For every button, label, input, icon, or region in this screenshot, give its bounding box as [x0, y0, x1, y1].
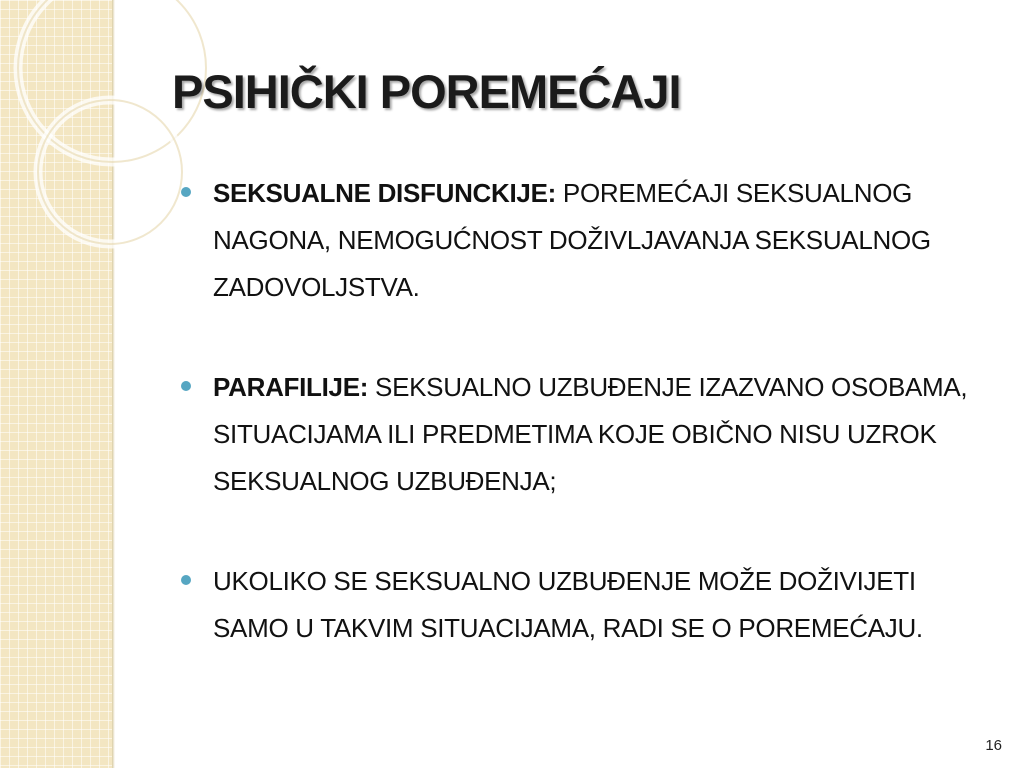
bullet-text: POREMEĆAJI SEKSUALNOG NAGONA, NEMOGUĆNOST DOŽIVLJAVANJA SEKSUALNOG ZADOVOLJSTVA.	[213, 178, 931, 302]
bullet-term: SEKSUALNE DISFUNCKIJE:	[213, 178, 556, 208]
bullet-dot-icon	[181, 187, 191, 197]
bullet-item-sexual-dysfunctions	[176, 170, 976, 311]
bullet-term: PARAFILIJE:	[213, 372, 369, 402]
page-number: 16	[985, 737, 1002, 754]
slide-title: PSIHIČKI POREMEĆAJI	[172, 65, 681, 118]
bullet-text: SEKSUALNO UZBUĐENJE IZAZVANO OSOBAMA, SITUACIJAMA ILI PREDMETIMA KOJE OBIČNO NISU UZROK SEKSUALNOG UZBUĐENJA;	[213, 372, 968, 496]
bullet-text: UKOLIKO SE SEKSUALNO UZBUĐENJE MOŽE DOŽIVIJETI SAMO U TAKVIM SITUACIJAMA, RADI SE O POREMEĆAJU.	[213, 566, 923, 643]
bullet-item-disorder-note	[176, 558, 976, 652]
bullet-dot-icon	[181, 381, 191, 391]
bullet-item-paraphilias	[176, 364, 976, 505]
bullet-dot-icon	[181, 575, 191, 585]
bullet-list	[176, 170, 976, 652]
